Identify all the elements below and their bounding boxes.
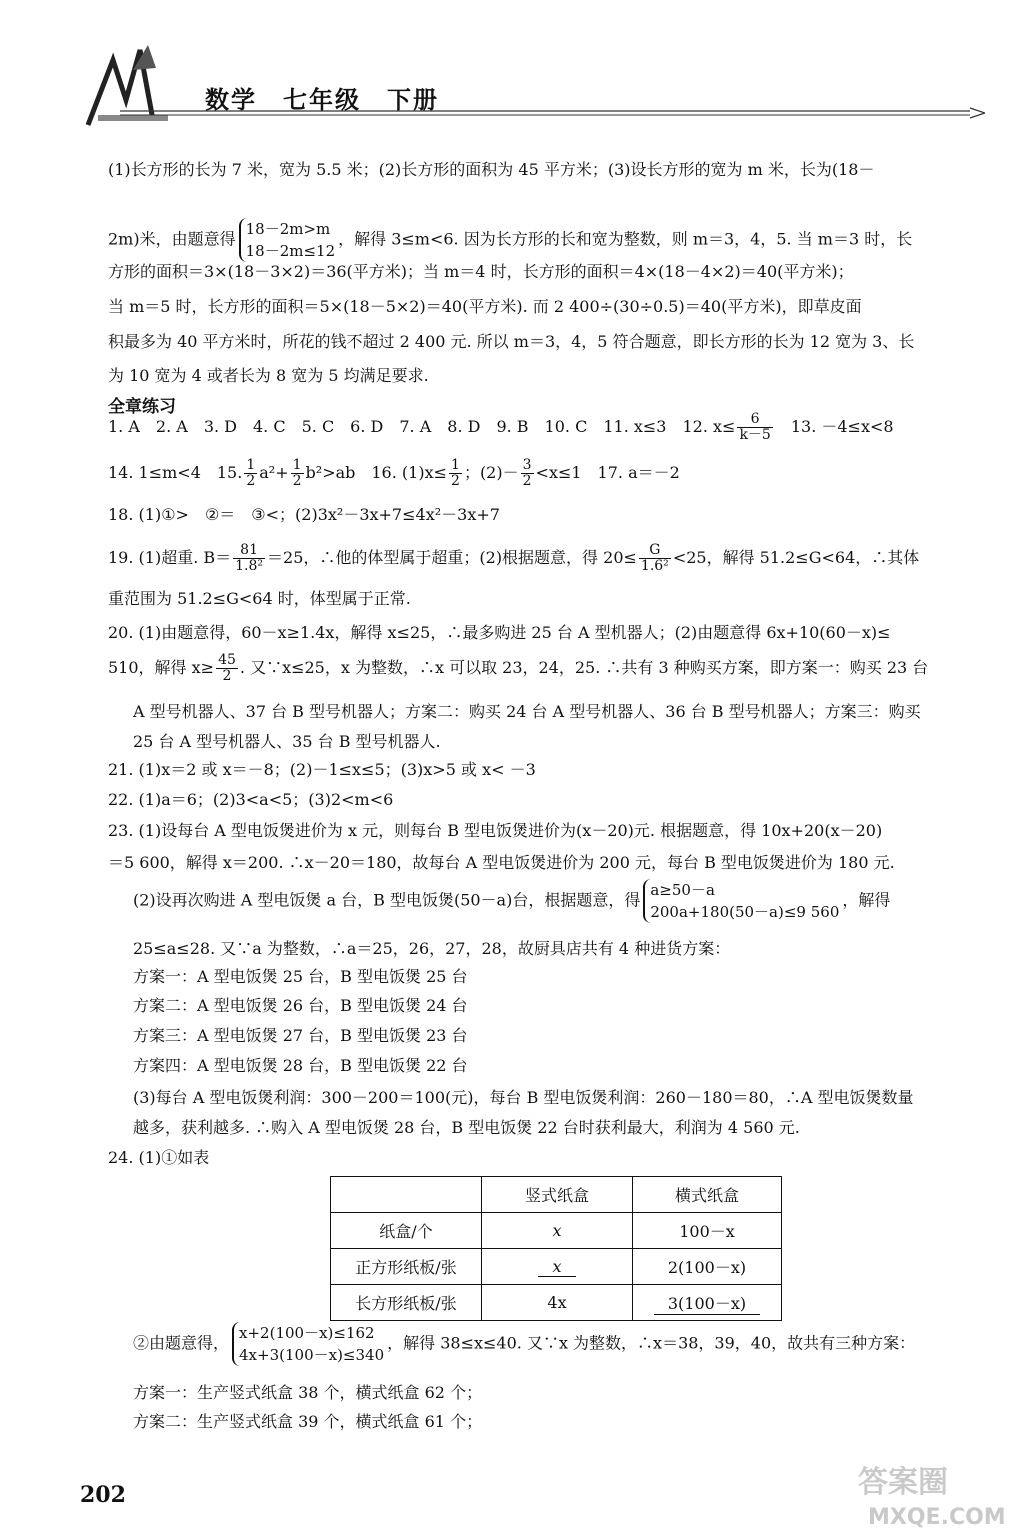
table-cell: 纸盒/个 <box>331 1213 482 1249</box>
q24-line-2: ②由题意得， x+2(100－x)≤162 4x+3(100－x)≤340 ，解得 38≤x≤40. 又∵x 为整数，∴x＝38，39，40，故共有三种方案： <box>133 1324 916 1364</box>
q14-system: 18－2m>m 18－2m≤12 <box>239 218 336 262</box>
q22: 22. (1)a＝6；(2)3<a<5；(3)2<m<6 <box>108 790 394 809</box>
q23-line-4: 25≤a≤28. 又∵a 为整数，∴a＝25，26，27，28，故厨具店共有 4 种进货方案： <box>133 939 731 958</box>
q20-line-2: 510，解得 x≥ $\frac{45}{2}$ . 又∵x≤25，x 为整数，∴x 可以取 23，24，25. ∴共有 3 种购买方案，即方案一：购买 23 台 <box>108 652 929 684</box>
q14-line-5: 积最多为 40 平方米时，所花的钱不超过 2 400 元. 所以 m＝3，4，5 符合题意，即长方形的长为 12 宽为 3、长 <box>108 332 915 351</box>
watermark-text-bottom: MXQE.COM <box>868 1505 1006 1530</box>
q23-plan-1: 方案一：A 型电饭煲 25 台，B 型电饭煲 25 台 <box>133 967 468 986</box>
table-cell: 3(100－x) <box>633 1285 782 1321</box>
table-header-row <box>331 1177 782 1213</box>
q24-line-1: 24. (1)①如表 <box>108 1148 210 1167</box>
q14-line-2: 2m)米，由题意得 18－2m>m 18－2m≤12 ，解得 3≤m<6. 因为长方形的长和宽为整数，则 m＝3，4，5. 当 m＝3 时，长 <box>108 220 913 260</box>
mc-line-1: 1. A 2. A 3. D 4. C 5. C 6. D 7. A 8. D 9. B 10. C 11. x≤3 12. x≤ $\frac{6}{k-5}$ 13. －4≤x<8 <box>108 411 894 443</box>
section-title: 全章练习 <box>108 397 176 417</box>
q20-line-1: 20. (1)由题意得，60－x≥1.4x，解得 x≤25，∴最多购进 25 台 A 型机器人；(2)由题意得 6x+10(60－x)≤ <box>108 623 891 642</box>
q23-line-3: (2)设再次购进 A 型电饭煲 a 台，B 型电饭煲(50－a)台，根据题意，得 a≥50－a 200a+180(50－a)≤9 560 ，解得 <box>133 881 891 921</box>
table-cell <box>331 1177 482 1213</box>
watermark-text-top: 答案圈 <box>858 1465 948 1500</box>
q19-line-1: 19. (1)超重. B＝ $\frac{81}{\text{1.8²}}$ ＝25，∴他的体型属于超重；(2)根据题意，得 20≤ $\frac{G}{\text{1.6²}}$ <25，解得 51.2≤G<64，∴其体 <box>108 542 920 574</box>
watermark-logo-icon <box>848 1460 1008 1530</box>
fraction-19a: $\frac{81}{\text{1.8²}}$ <box>235 542 264 574</box>
fraction-16b: $\frac{3}{2}$ <box>522 457 532 489</box>
page-number: 202 <box>80 1482 126 1508</box>
q20-line-4: 25 台 A 型号机器人、35 台 B 型号机器人. <box>133 732 441 751</box>
table-cell: 4x <box>482 1285 633 1321</box>
table-row <box>331 1249 782 1285</box>
q24-plan-2: 方案二：生产竖式纸盒 39 个，横式纸盒 61 个； <box>133 1412 483 1431</box>
q24-plan-1: 方案一：生产竖式纸盒 38 个，横式纸盒 62 个； <box>133 1383 483 1402</box>
table-cell: 竖式纸盒 <box>482 1177 633 1213</box>
header-rule <box>120 106 985 120</box>
table-row <box>331 1213 782 1249</box>
q20-line-3: A 型号机器人、37 台 B 型号机器人；方案二：购买 24 台 A 型号机器人、36 台 B 型号机器人；方案三：购买 <box>133 702 921 721</box>
q23-line-2: ＝5 600，解得 x＝200. ∴x－20＝180，故每台 A 型电饭煲进价为 200 元，每台 B 型电饭煲进价为 180 元. <box>108 853 895 872</box>
q23-plan-3: 方案三：A 型电饭煲 27 台，B 型电饭煲 23 台 <box>133 1026 468 1045</box>
q21: 21. (1)x＝2 或 x＝－8；(2)－1≤x≤5；(3)x>5 或 x< －3 <box>108 760 536 779</box>
table-cell: 长方形纸板/张 <box>331 1285 482 1321</box>
header-title: 数学 七年级 下册 <box>205 86 439 114</box>
q18: 18. (1)①> ②＝ ③<；(2)3x²－3x+7≤4x²－3x+7 <box>108 505 500 524</box>
table-cell: 正方形纸板/张 <box>331 1249 482 1285</box>
table-cell: 2(100－x) <box>633 1249 782 1285</box>
fraction-16a: $\frac{1}{2}$ <box>451 457 460 489</box>
table-cell: x <box>482 1213 633 1249</box>
q23-line-5: (3)每台 A 型电饭煲利润：300－200＝100(元)，每台 B 型电饭煲利润：260－180＝80，∴A 型电饭煲数量 <box>133 1088 914 1107</box>
q23-plan-2: 方案二：A 型电饭煲 26 台，B 型电饭煲 24 台 <box>133 996 468 1015</box>
q23-plan-4: 方案四：A 型电饭煲 28 台，B 型电饭煲 22 台 <box>133 1056 468 1075</box>
q23-line-6: 越多，获利越多. ∴购入 A 型电饭煲 28 台，B 型电饭煲 22 台时获利最大，利润为 4 560 元. <box>133 1118 800 1137</box>
fraction-15a: $\frac{1}{2}$ <box>246 457 256 489</box>
table-cell: 横式纸盒 <box>633 1177 782 1213</box>
q19-line-2: 重范围为 51.2≤G<64 时，体型属于正常. <box>108 589 411 608</box>
q24-table <box>330 1176 782 1321</box>
fraction-15b: $\frac{1}{2}$ <box>292 457 302 489</box>
q23-system: a≥50－a 200a+180(50－a)≤9 560 <box>643 879 839 923</box>
q14-line-3: 方形的面积＝3×(18－3×2)＝36(平方米)；当 m＝4 时，长方形的面积＝4×(18－4×2)＝40(平方米)； <box>108 262 854 281</box>
fraction-12: $\frac{6}{k-5}$ <box>739 411 771 443</box>
table-cell: 100－x <box>633 1213 782 1249</box>
q24-system: x+2(100－x)≤162 4x+3(100－x)≤340 <box>232 1322 384 1366</box>
q14-line-6: 为 10 宽为 4 或者长为 8 宽为 5 均满足要求. <box>108 366 429 385</box>
q14-line-1: (1)长方形的长为 7 米，宽为 5.5 米；(2)长方形的面积为 45 平方米；(3)设长方形的宽为 m 米，长为(18－ <box>108 160 875 179</box>
mc-line-2: 14. 1≤m<4 15. $\frac{1}{2}$ a²+ $\frac{1}{2}$ b²>ab 16. (1)x≤ $\frac{1}{2}$ ；(2)－ $\frac{3}{2}$ <x≤1 17. a＝－2 <box>108 457 680 489</box>
q14-line-4: 当 m＝5 时，长方形的面积＝5×(18－5×2)＝40(平方米). 而 2 400÷(30÷0.5)＝40(平方米)，即草皮面 <box>108 297 862 316</box>
table-cell: x <box>482 1249 633 1285</box>
fraction-19b: $\frac{G}{\text{1.6²}}$ <box>640 542 669 574</box>
table-row <box>331 1285 782 1321</box>
fraction-20: $\frac{45}{2}$ <box>218 652 236 684</box>
q23-line-1: 23. (1)设每台 A 型电饭煲进价为 x 元，则每台 B 型电饭煲进价为(x－20)元. 根据题意，得 10x+20(x－20) <box>108 821 883 840</box>
